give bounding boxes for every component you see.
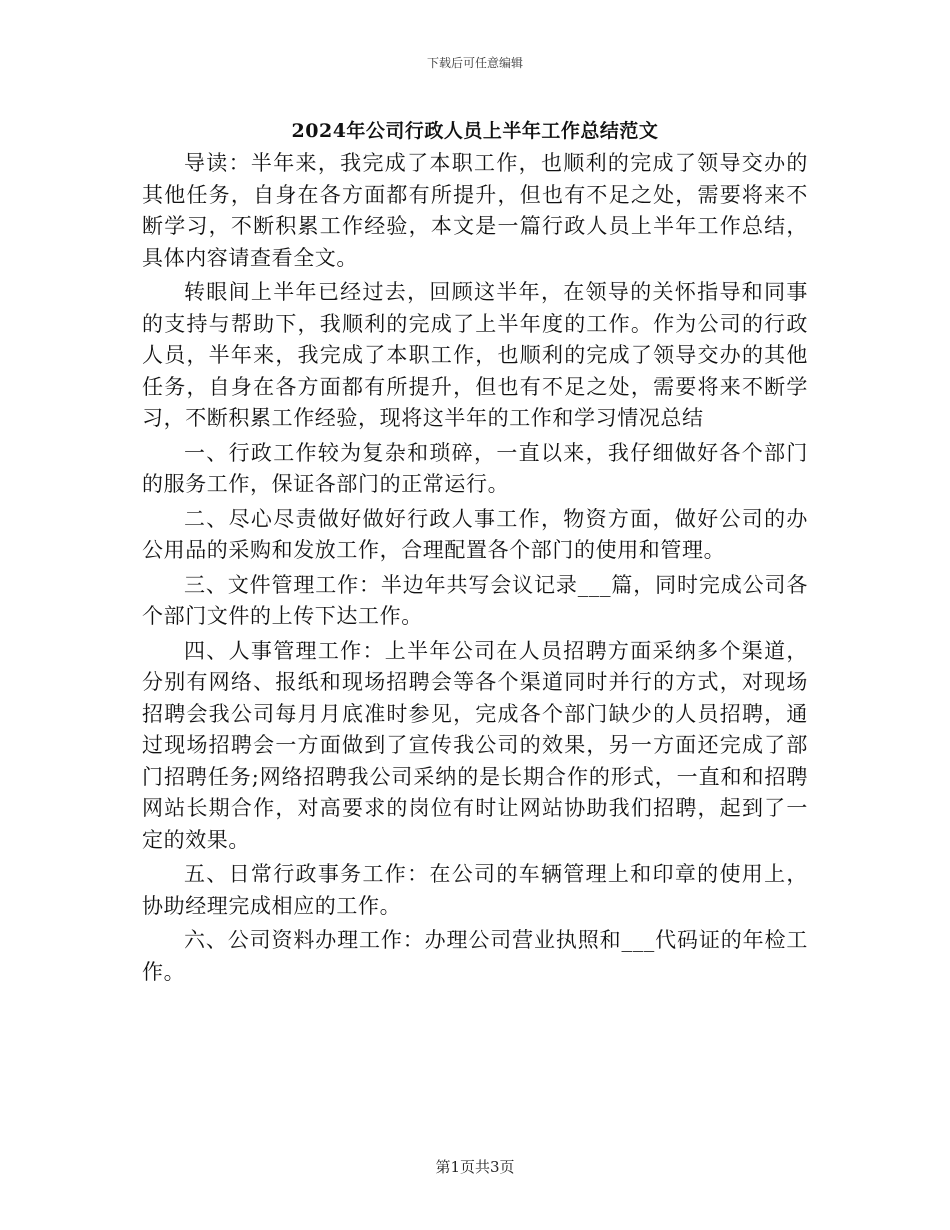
paragraph-item-2: 二、尽心尽责做好做好行政人事工作，物资方面，做好公司的办公用品的采购和发放工作，合理配置各个部门的使用和管理。 [142,506,808,562]
paragraph-item-5: 五、日常行政事务工作：在公司的车辆管理上和印章的使用上，协助经理完成相应的工作。 [142,862,808,918]
paragraph-item-3: 三、文件管理工作：半边年共写会议记录___篇，同时完成公司各个部门文件的上传下达工作。 [142,572,808,628]
paragraph-intro: 导读：半年来，我完成了本职工作，也顺利的完成了领导交办的其他任务，自身在各方面都有所提升，但也有不足之处，需要将来不断学习，不断积累工作经验，本文是一篇行政人员上半年工作总结，具体内容请查看全文。 [142,151,808,270]
document-title: 2024年公司行政人员上半年工作总结范文 [291,120,659,142]
page-header: 下载后可任意编辑 [426,56,523,70]
paragraph-item-1: 一、行政工作较为复杂和琐碎，一直以来，我仔细做好各个部门的服务工作，保证各部门的正常运行。 [142,440,808,496]
paragraph-item-4: 四、人事管理工作：上半年公司在人员招聘方面采纳多个渠道，分别有网络、报纸和现场招聘会等各个渠道同时并行的方式，对现场招聘会我公司每月月底准时参见，完成各个部门缺少的人员招聘，通过现场招聘会一方面做到了宣传我公司的效果，另一方面还完成了部门招聘任务;网络招聘我公司采纳的是长期合作的形式，一直和和招聘网站长期合作，对高要求的岗位有时让网站协助我们招聘，起到了一定的效果。 [142,638,808,852]
paragraph-item-6: 六、公司资料办理工作：办理公司营业执照和___代码证的年检工作。 [142,928,808,984]
paragraph-overview: 转眼间上半年已经过去，回顾这半年，在领导的关怀指导和同事的支持与帮助下，我顺利的完成了上半年度的工作。作为公司的行政人员，半年来，我完成了本职工作，也顺利的完成了领导交办的其他任务，自身在各方面都有所提升，但也有不足之处，需要将来不断学习，不断积累工作经验，现将这半年的工作和学习情况总结 [142,280,808,430]
document-body [142,148,808,991]
page-number-footer: 第1页共3页 [435,1158,515,1176]
